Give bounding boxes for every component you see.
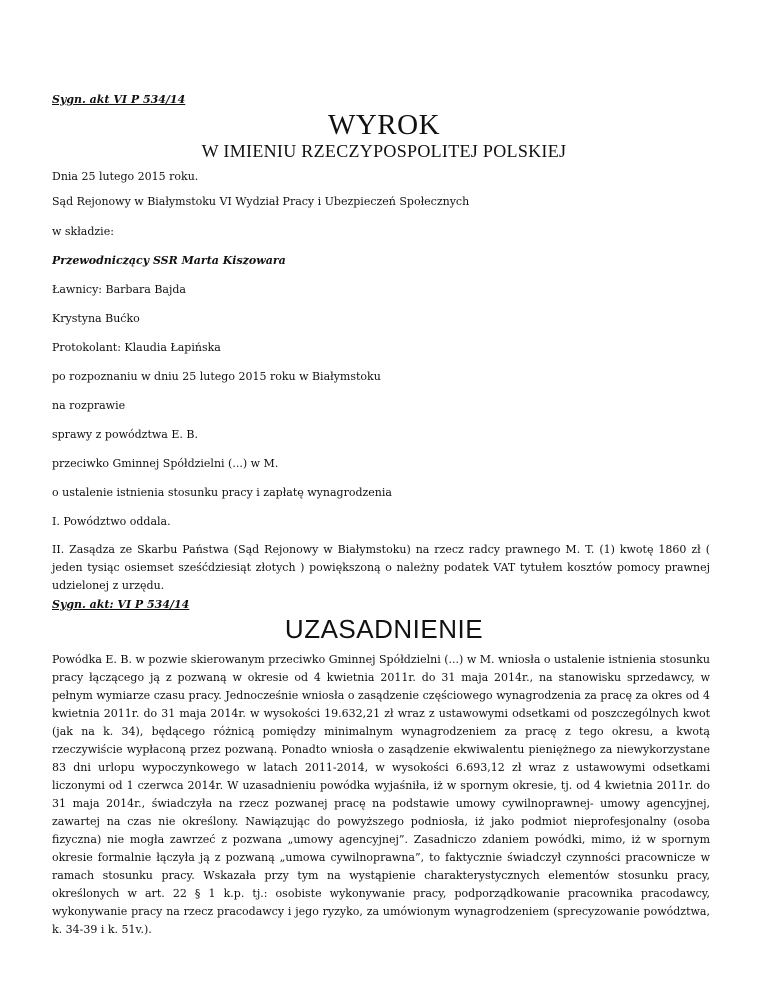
ruling-point-1: I. Powództwo oddala. <box>52 515 171 528</box>
court-name: Sąd Rejonowy w Białymstoku VI Wydział Pracy i Ubezpieczeń Społecznych <box>52 195 470 208</box>
lay-judge-2: Krystyna Bućko <box>52 312 140 325</box>
court-clerk: Protokolant: Klaudia Łapińska <box>52 341 221 354</box>
lay-judge-1: Ławnicy: Barbara Bajda <box>52 283 186 296</box>
ruling-point-2: II. Zasądza ze Skarbu Państwa (Sąd Rejonowy w Białymstoku) na rzecz radcy prawnego M. T. (1) kwotę 1860 zł ( jeden tysiąc osiemset sześćdziesiąt złotych ) powiększoną o należny podatek VAT tytułem kosztów pomocy prawnej udzielonej z urzędu. <box>52 543 710 592</box>
verdict-date: Dnia 25 lutego 2015 roku. <box>52 170 199 183</box>
composition-label: w składzie: <box>52 225 114 238</box>
presiding-judge: Przewodniczący SSR Marta Kiszowara <box>52 254 286 267</box>
case-subject: o ustalenie istnienia stosunku pracy i zapłatę wynagrodzenia <box>52 486 392 499</box>
case-plaintiff: sprawy z powództwa E. B. <box>52 428 198 441</box>
case-signature: Sygn. akt VI P 534/14 <box>52 93 186 106</box>
case-defendant: przeciwko Gminnej Spółdzielni (...) w M. <box>52 457 279 470</box>
justification-title: UZASADNIENIE <box>284 614 484 644</box>
hearing-info: po rozpoznaniu w dniu 25 lutego 2015 roku w Białymstoku <box>52 370 381 383</box>
session-type: na rozprawie <box>52 399 126 412</box>
verdict-title: WYROK <box>327 109 441 141</box>
justification-body: Powódka E. B. w pozwie skierowanym przeciwko Gminnej Spółdzielni (...) w M. wniosła o ustalenie istnienia stosunku pracy łączącego ją z pozwaną w okresie od 4 kwietnia 2011r. do 31 maja 2014r., na stanowisku sprzedawcy, w pełnym wymiarze czasu pracy. Jednocześnie wniosła o zasądzenie częściowego wynagrodzenia za pracę za okres od 4 kwietnia 2011r. do 31 maja 2014r. w wysokości 19.632,21 zł wraz z ustawowymi odsetkami od poszczególnych kwot (jak na k. 34), będącego różnicą pomiędzy minimalnym wynagrodzeniem za pracę z tego okresu, a kwotą rzeczywiście wypłaconą przez pozwaną. Ponadto wniosła o zasądzenie ekwiwalentu pieniężnego za niewykorzystane 83 dni urlopu wypoczynkowego w latach 2011-2014, w wysokości 6.693,12 zł wraz z ustawowymi odsetkami liczonymi od 1 czerwca 2014r. W uzasadnieniu powódka wyjaśniła, iż w spornym okresie, tj. od 4 kwietnia 2011r. do 31 maja 2014r., świadczyła na rzecz pozwanej pracę na podstawie umowy cywilnoprawnej- umowy agencyjnej, zawartej na czas nie określony. Nawiązując do powyższego podniosła, iż jako podmiot nieprofesjonalny (osoba fizyczna) nie mogła zawrzeć z pozwana „umowy agencyjnej”. Zasadniczo zdaniem powódki, mimo, iż w spornym okresie formalnie łączyła ją z pozwaną „umowa cywilnoprawna”, to faktycznie świadczył czynności pracownicze w ramach stosunku pracy. Wskazała przy tym na wystąpienie charakterystycznych elementów stosunku pracy, określonych w art. 22 § 1 k.p. tj.: osobiste wykonywanie pracy, podporządkowanie pracownika pracodawcy, wykonywanie pracy na rzecz pracodawcy i jego ryzyko, za umówionym wynagrodzeniem (sprecyzowanie powództwa, k. 34-39 i k. 51v.). <box>52 653 710 936</box>
verdict-subtitle: W IMIENIU RZECZYPOSPOLITEJ POLSKIEJ <box>201 141 567 161</box>
justification-signature: Sygn. akt: VI P 534/14 <box>52 598 190 611</box>
